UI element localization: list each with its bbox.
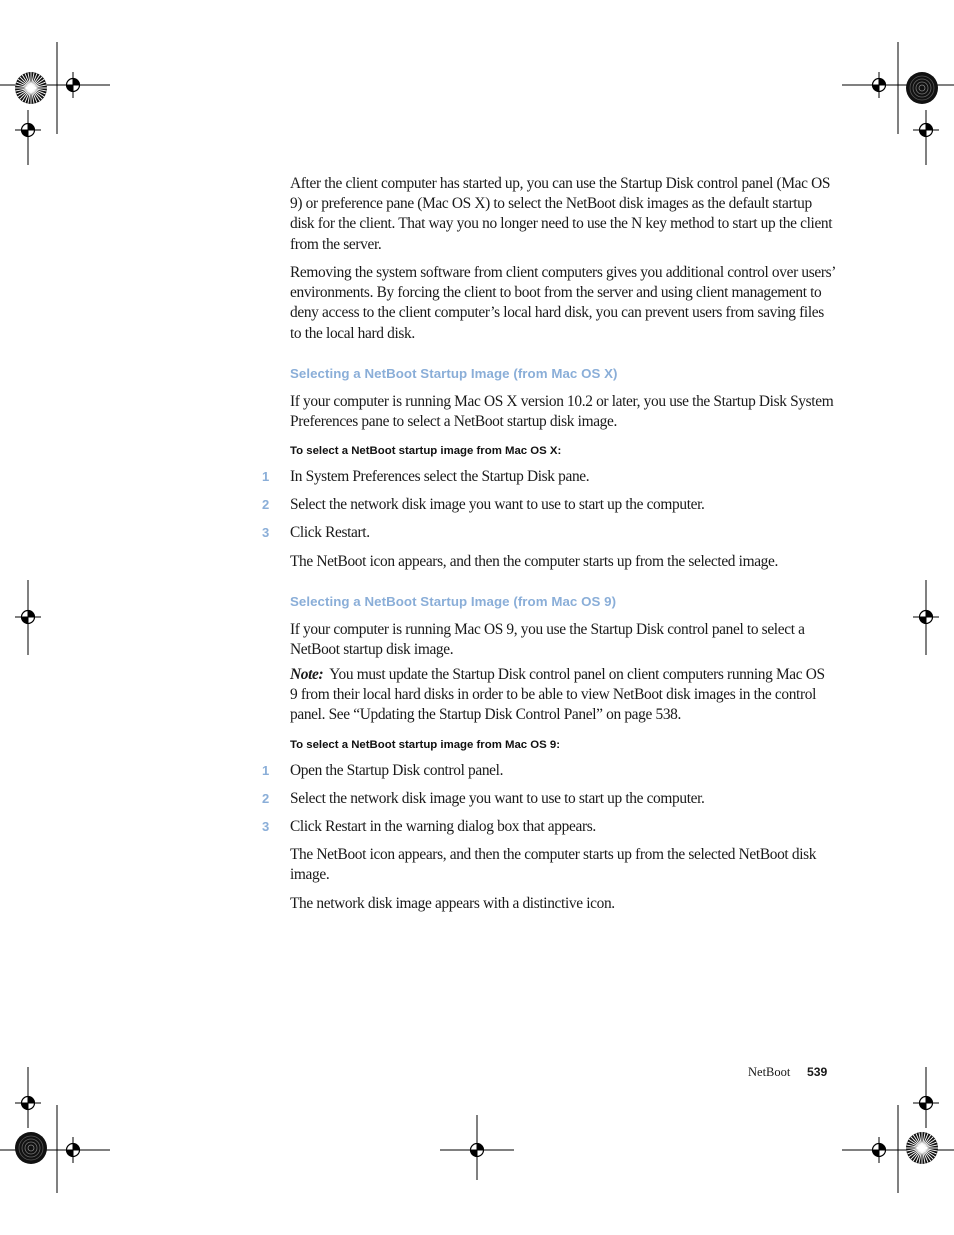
body-paragraph-1: After the client computer has started up, you can use the Startup Disk control panel (Mac OS 9) or preference pane (Mac OS X) to select the NetBoot disk images as the default startup disk for the client. That way you no longer need to use the N key method to start up the client from the server. bbox=[290, 175, 833, 253]
section-heading-mac-os-9: Selecting a NetBoot Startup Image (from Mac OS 9) bbox=[290, 594, 617, 609]
step-number: 1 bbox=[262, 469, 270, 484]
section-x-intro: If your computer is running Mac OS X version 10.2 or later, you use the Startup Disk System Preferences pane to select a NetBoot startup disk image. bbox=[290, 393, 834, 431]
section-9-intro: If your computer is running Mac OS 9, you use the Startup Disk control panel to select a NetBoot startup disk image. bbox=[290, 621, 805, 659]
procedure-title-mac-os-9: To select a NetBoot startup image from Mac OS 9: bbox=[290, 739, 561, 751]
note-text: You must update the Startup Disk control panel on client computers running Mac OS 9 from their local hard disks in order to be able to view NetBoot disk images in the control panel. See “Updating the Startup Disk Control Panel” on page 538. bbox=[290, 666, 825, 724]
step-text: Select the network disk image you want to use to start up the computer. bbox=[290, 496, 705, 513]
section-9-closing: The network disk image appears with a distinctive icon. bbox=[290, 895, 615, 912]
section-9-result: The NetBoot icon appears, and then the computer starts up from the selected NetBoot disk image. bbox=[290, 846, 817, 884]
note-label: Note: bbox=[290, 666, 324, 683]
step-text: Open the Startup Disk control panel. bbox=[290, 762, 504, 779]
page-number: 539 bbox=[807, 1065, 828, 1079]
note-paragraph bbox=[290, 665, 835, 726]
step-text: In System Preferences select the Startup Disk pane. bbox=[290, 468, 590, 485]
section-x-result: The NetBoot icon appears, and then the computer starts up from the selected image. bbox=[290, 553, 778, 570]
footer-chapter-name: NetBoot bbox=[748, 1065, 791, 1079]
step-text: Click Restart in the warning dialog box that appears. bbox=[290, 818, 596, 835]
step-text: Select the network disk image you want to use to start up the computer. bbox=[290, 790, 705, 807]
section-heading-mac-os-x: Selecting a NetBoot Startup Image (from Mac OS X) bbox=[290, 366, 618, 381]
body-paragraph-2: Removing the system software from client computers gives you additional control over users’ environments. By forcing the client to boot from the server and using client management to deny access to the client computer’s local hard disk, you can prevent users from saving files to the local hard disk. bbox=[290, 264, 835, 342]
step-number: 3 bbox=[262, 819, 270, 834]
step-text: Click Restart. bbox=[290, 524, 370, 541]
step-number: 2 bbox=[262, 791, 270, 806]
procedure-title-mac-os-x: To select a NetBoot startup image from Mac OS X: bbox=[290, 445, 562, 457]
step-number: 3 bbox=[262, 525, 270, 540]
step-number: 1 bbox=[262, 763, 270, 778]
step-number: 2 bbox=[262, 497, 270, 512]
